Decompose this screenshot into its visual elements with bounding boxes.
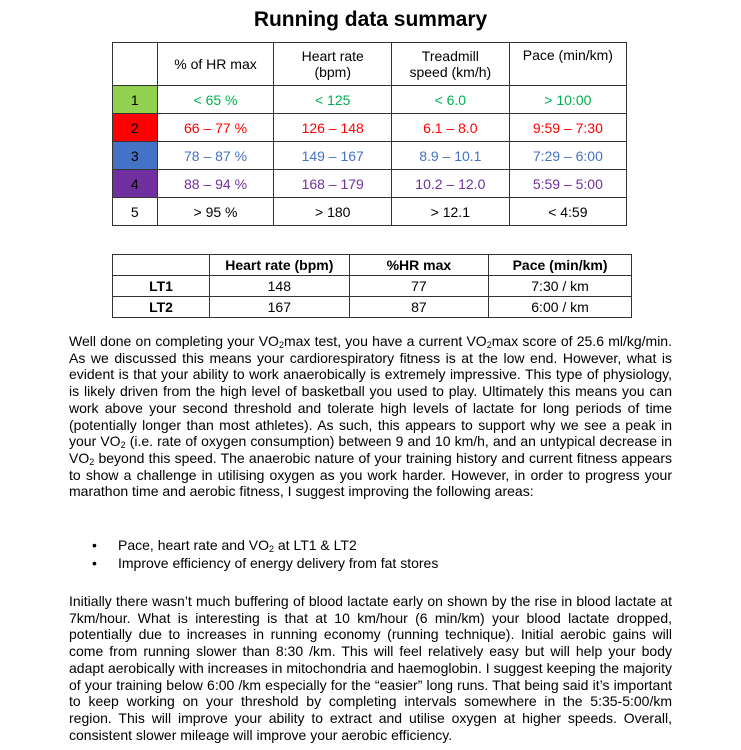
- zone-value-cell: 66 – 77 %: [157, 114, 274, 142]
- zone-value-cell: < 4:59: [509, 198, 626, 226]
- lt-hr-max-header: %HR max: [349, 255, 489, 276]
- training-zones-table: [112, 42, 627, 226]
- threshold-value-cell: 6:00 / km: [489, 297, 632, 318]
- table-row: [113, 297, 632, 318]
- pace-header: Pace (min/km): [509, 43, 626, 86]
- lt-pace-header: Pace (min/km): [489, 255, 632, 276]
- bullet-icon: •: [92, 537, 97, 553]
- hr-max-header: % of HR max: [157, 43, 274, 86]
- zone-value-cell: < 125: [274, 86, 392, 114]
- improvement-list: [69, 536, 669, 572]
- threshold-value-cell: 167: [210, 297, 350, 318]
- zone-value-cell: 10.2 – 12.0: [391, 170, 509, 198]
- zone-value-cell: 6.1 – 8.0: [391, 114, 509, 142]
- table-row: [113, 86, 627, 114]
- threshold-label-cell: LT1: [113, 276, 210, 297]
- list-item: • Improve efficiency of energy delivery from fat stores: [92, 555, 439, 571]
- zone-value-cell: 168 – 179: [274, 170, 392, 198]
- zone-value-cell: > 10:00: [509, 86, 626, 114]
- zone-value-cell: 149 – 167: [274, 142, 392, 170]
- zone-number-cell: 4: [113, 170, 158, 198]
- zone-value-cell: 78 – 87 %: [157, 142, 274, 170]
- zone-value-cell: > 180: [274, 198, 392, 226]
- bullet-icon: •: [92, 555, 97, 571]
- threshold-value-cell: 7:30 / km: [489, 276, 632, 297]
- lactate-threshold-table: [112, 254, 632, 318]
- zone-number-cell: 1: [113, 86, 158, 114]
- zone-value-cell: 7:29 – 6:00: [509, 142, 626, 170]
- zone-value-cell: > 95 %: [157, 198, 274, 226]
- table-header-row: [113, 255, 632, 276]
- threshold-value-cell: 87: [349, 297, 489, 318]
- table-row: [113, 114, 627, 142]
- table-row: [113, 276, 632, 297]
- zone-value-cell: > 12.1: [391, 198, 509, 226]
- table-header-row: [113, 43, 627, 86]
- zone-value-cell: 8.9 – 10.1: [391, 142, 509, 170]
- zone-value-cell: 5:59 – 5:00: [509, 170, 626, 198]
- zone-number-cell: 2: [113, 114, 158, 142]
- table-row: [113, 170, 627, 198]
- zone-number-cell: 3: [113, 142, 158, 170]
- zone-value-cell: < 65 %: [157, 86, 274, 114]
- document-title: Running data summary: [253, 8, 488, 31]
- zone-number-cell: 5: [113, 198, 158, 226]
- threshold-label-cell: LT2: [113, 297, 210, 318]
- list-item: • Pace, heart rate and $VO_2$ at LT1 & LT2: [92, 537, 357, 554]
- lt-heart-rate-header: Heart rate (bpm): [210, 255, 350, 276]
- heart-rate-header: Heart rate (bpm): [274, 43, 392, 86]
- zone-value-cell: 88 – 94 %: [157, 170, 274, 198]
- table-row: [113, 198, 627, 226]
- zone-value-cell: < 6.0: [391, 86, 509, 114]
- treadmill-speed-header: Treadmill speed (km/h): [391, 43, 509, 86]
- table-row: [113, 142, 627, 170]
- lt-blank-header: [113, 255, 210, 276]
- threshold-value-cell: 148: [210, 276, 350, 297]
- zone-header: [113, 43, 158, 86]
- zone-value-cell: 126 – 148: [274, 114, 392, 142]
- intro-paragraph: Well done on completing your $VO_2\max$ test, you have a current $VO_2\max$ score of 25.6 ml/kg/min. As we discussed this means your cardiorespiratory fitness is at the low end. However, what is evident is that your ability to work anaerobically is extremely impressive. This type of physiology, is likely driven from the high level of basketball you used to play. Ultimately this means you can work above your second threshold and tolerate high levels of lactate for long periods of time (potentially longer than most athletes). As such, this appears to support why we see a peak in your $VO_2$ (i.e. rate of oxygen consumption) between 9 and 10 km/h, and an untypical decrease in $VO_2$ beyond this speed. The anaerobic nature of your training history and current fitness appears to show a challenge in utilising oxygen as you work harder. However, in order to progress your marathon time and aerobic fitness, I suggest improving the following areas:: [69, 333, 673, 500]
- threshold-value-cell: 77: [349, 276, 489, 297]
- lactate-paragraph: Initially there wasn’t much buffering of blood lactate early on shown by the rise in blood lactate at 7km/hour. What is interesting is that at 10 km/hour (6 min/km) your blood lactate dropped, potentially due to increases in running economy (running technique). Initial aerobic gains will come from running slower than 8:30 /km. This will feel relatively easy but will help your body adapt aerobically with increases in mitochondria and haemoglobin. I suggest keeping the majority of your training below 6:00 /km especially for the “easier” long runs. That being said it’s important to keep working on your threshold by completing intervals somewhere in the 5:35-5:00/km region. This will improve your ability to extract and utilise oxygen at higher speeds. Overall, consistent slower mileage will improve your aerobic efficiency.: [69, 593, 672, 743]
- zone-value-cell: 9:59 – 7:30: [509, 114, 626, 142]
